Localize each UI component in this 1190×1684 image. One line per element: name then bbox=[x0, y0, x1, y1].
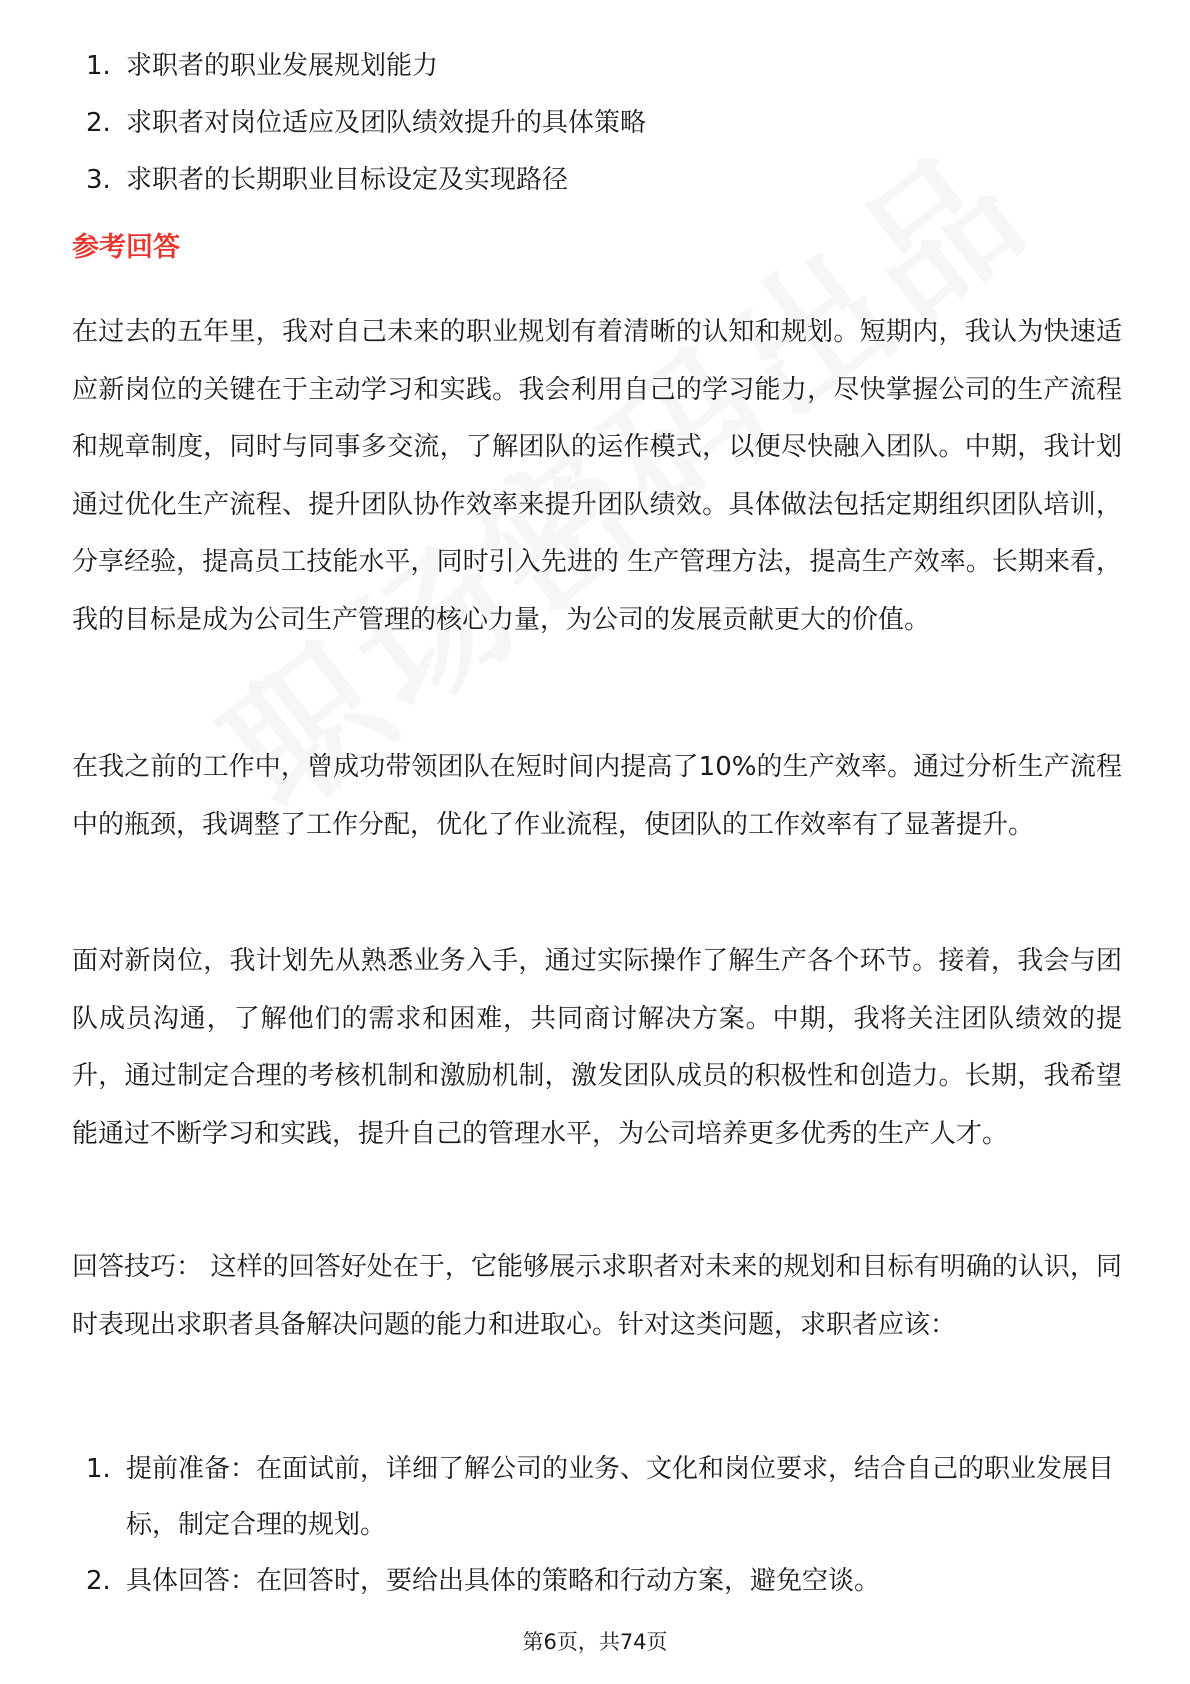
assessment-points-list bbox=[72, 38, 1122, 209]
list-item-text: 求职者的长期职业目标设定及实现路径 bbox=[126, 165, 569, 195]
list-item bbox=[72, 1553, 1122, 1609]
tips-paragraph: 回答技巧： 这样的回答好处在于，它能够展示求职者对未来的规划和目标有明确的认识，同时表现出求职者具备解决问题的能力和进取心。针对这类问题，求职者应该： bbox=[72, 1252, 1122, 1340]
list-number: 3. bbox=[86, 165, 111, 195]
list-item bbox=[72, 95, 1122, 152]
list-item bbox=[72, 1441, 1122, 1553]
answer-paragraph: 在过去的五年里，我对自己未来的职业规划有着清晰的认知和规划。短期内，我认为快速适应新岗位的关键在于主动学习和实践。我会利用自己的学习能力，尽快掌握公司的生产流程和规章制度，同时与同事多交流，了解团队的运作模式，以便尽快融入团队。中期，我计划通过优化生产流程、提升团队协作效率来提升团队绩效。具体做法包括定期组织团队培训，分享经验，提高员工技能水平，同时引入先进的 生产管理方法，提高生产效率。长期来看，我的目标是成为公司生产管理的核心力量，为公司的发展贡献更大的价值。 bbox=[72, 317, 1122, 635]
list-item-text: 具体回答：在回答时，要给出具体的策略和行动方案，避免空谈。 bbox=[126, 1566, 881, 1596]
answer-paragraph: 面对新岗位，我计划先从熟悉业务入手，通过实际操作了解生产各个环节。接着，我会与团队成员沟通，了解他们的需求和困难，共同商讨解决方案。中期，我将关注团队绩效的提升，通过制定合理的考核机制和激励机制，激发团队成员的积极性和创造力。长期，我希望能通过不断学习和实践，提升自己的管理水平，为公司培养更多优秀的生产人才。 bbox=[72, 946, 1122, 1149]
list-item bbox=[72, 152, 1122, 209]
list-item-text: 提前准备：在面试前，详细了解公司的业务、文化和岗位要求，结合自己的职业发展目标，制定合理的规划。 bbox=[126, 1454, 1115, 1540]
answer-paragraph: 在我之前的工作中，曾成功带领团队在短时间内提高了10%的生产效率。通过分析生产流程中的瓶颈，我调整了工作分配，优化了作业流程，使团队的工作效率有了显著提升。 bbox=[72, 752, 1122, 840]
list-number: 1. bbox=[86, 1454, 111, 1484]
list-number: 2. bbox=[86, 108, 111, 138]
list-item bbox=[72, 38, 1122, 95]
page-footer: 第6页，共74页 bbox=[522, 1630, 668, 1654]
list-number: 1. bbox=[86, 51, 111, 81]
list-number: 2. bbox=[86, 1566, 111, 1596]
section-heading: 参考回答 bbox=[72, 232, 180, 263]
tips-list bbox=[72, 1441, 1122, 1609]
list-item-text: 求职者的职业发展规划能力 bbox=[126, 51, 439, 81]
list-item-text: 求职者对岗位适应及团队绩效提升的具体策略 bbox=[126, 108, 647, 138]
